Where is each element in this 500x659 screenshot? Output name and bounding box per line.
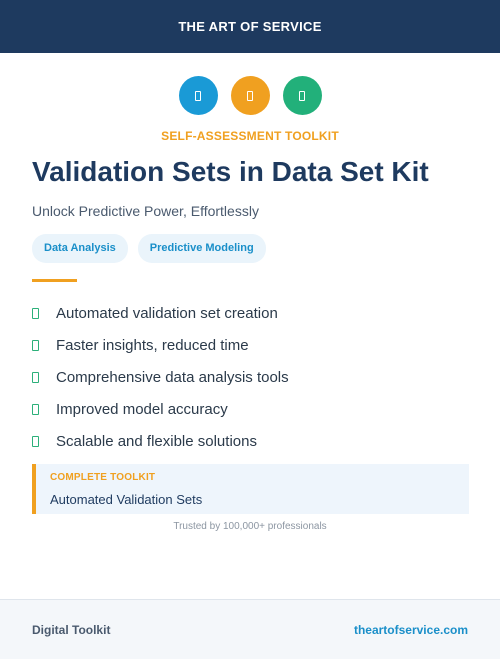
feature-item [32,361,289,393]
check-icon [32,308,39,319]
feature-item [32,329,289,361]
feature-label: Scalable and flexible solutions [56,432,257,450]
feature-label: Automated validation set creation [56,304,278,322]
feature-item [32,425,289,457]
orange-badge-icon [231,76,270,115]
footer-label: Digital Toolkit [32,622,111,637]
tag-data-analysis: Data Analysis [32,234,128,263]
callout-value: Automated Validation Sets [50,492,203,507]
header-bar [0,0,500,53]
feature-item [32,393,289,425]
toolkit-callout [32,464,469,514]
feature-item [32,297,289,329]
footer-bar [0,599,500,659]
callout-kicker: COMPLETE TOOLKIT [50,472,156,483]
blue-badge-icon [179,76,218,115]
green-badge-icon [283,76,322,115]
page-title: Validation Sets in Data Set Kit [32,156,429,187]
icon-row [0,76,500,115]
feature-label: Improved model accuracy [56,400,228,418]
website-link[interactable]: theartofservice.com [353,622,468,637]
brand-name: THE ART OF SERVICE [178,19,322,34]
feature-label: Faster insights, reduced time [56,336,249,354]
feature-list [32,297,289,457]
accent-divider [32,279,77,282]
trust-line: Trusted by 100,000+ professionals [173,521,327,532]
check-icon [32,372,39,383]
page-subtitle: Unlock Predictive Power, Effortlessly [32,203,259,219]
eyebrow-label: SELF-ASSESSMENT TOOLKIT [161,129,339,143]
feature-label: Comprehensive data analysis tools [56,368,289,386]
tag-list [32,234,266,263]
check-icon [32,436,39,447]
check-icon [32,340,39,351]
check-icon [32,404,39,415]
tag-predictive-modeling: Predictive Modeling [138,234,266,263]
